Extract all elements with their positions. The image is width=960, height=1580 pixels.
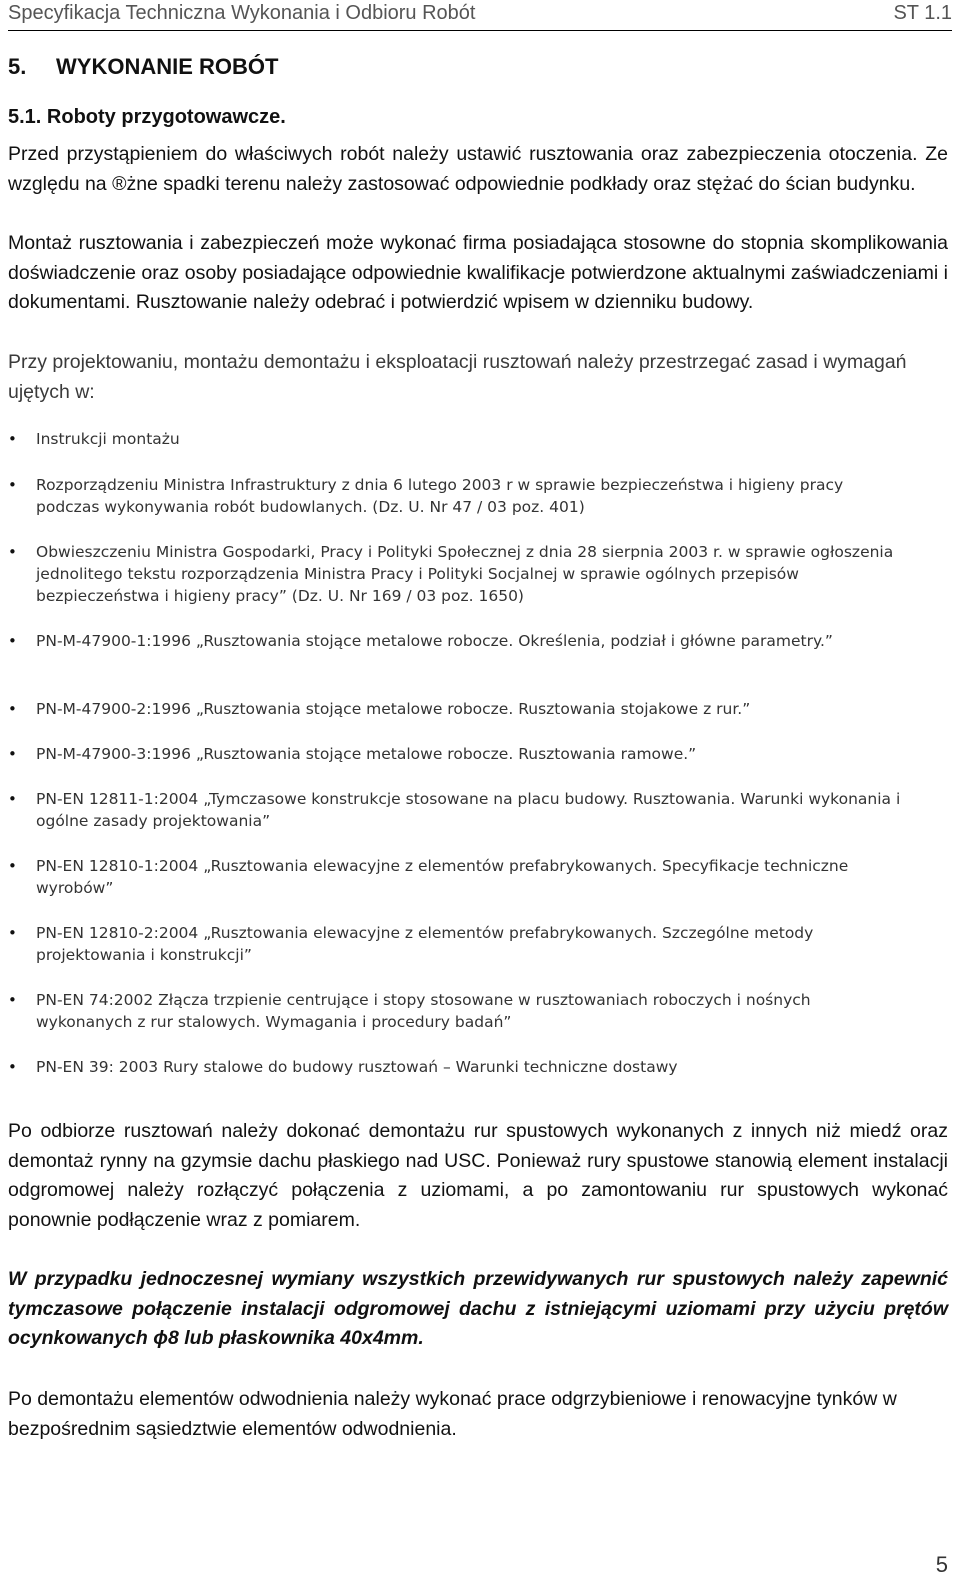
section-number: 5. xyxy=(8,54,27,79)
bullet: • xyxy=(8,632,17,650)
list-item xyxy=(8,989,908,1033)
list-item-text: Rozporządzeniu Ministra Infrastruktury z dnia 6 lutego 2003 r w sprawie bezpieczeństwa i higieny pracy podczas wykonywania robót budowlanych. (Dz. U. Nr 47 / 03 poz. 401) xyxy=(36,476,844,516)
list-item xyxy=(8,855,908,899)
list-item-text: Obwieszczeniu Ministra Gospodarki, Pracy i Polityki Społecznej z dnia 28 sierpnia 2003 r. w sprawie ogłoszenia jednolitego tekstu rozporządzenia Ministra Pracy i Polityki Socjalnej w sprawie ogólnych przepisów bezpieczeństwa i higieny pracy” (Dz. U. Nr 169 / 03 poz. 1650) xyxy=(36,543,894,605)
list-item-text: PN-M-47900-2:1996 „Rusztowania stojące metalowe robocze. Rusztowania stojakowe z rur.” xyxy=(36,700,751,718)
list-item xyxy=(8,743,908,765)
bullet: • xyxy=(8,790,17,808)
list-item xyxy=(8,698,908,720)
spec-code: ST 1.1 xyxy=(893,2,952,24)
paragraph-renovation: Po demontażu elementów odwodnienia należy wykonać prace odgrzybieniowe i renowacyjne tynków w bezpośrednim sąsiedztwie elementów odwodnienia. xyxy=(8,1388,897,1440)
section-title: WYKONANIE ROBÓT xyxy=(56,54,279,79)
bullet: • xyxy=(8,430,17,448)
paragraph-lightning-protection: W przypadku jednoczesnej wymiany wszystkich przewidywanych rur spustowych należy zapewnić tymczasowe połączenie instalacji odgromowej dachu z istniejącymi uziomami przy użyciu prętów ocynkowanych ϕ8 lub płaskownika 40x4mm. xyxy=(8,1268,948,1349)
bullet: • xyxy=(8,1058,17,1076)
list-item xyxy=(8,541,908,607)
list-item xyxy=(8,474,908,518)
list-item-text: PN-M-47900-3:1996 „Rusztowania stojące metalowe robocze. Rusztowania ramowe.” xyxy=(36,745,697,763)
document-title: Specyfikacja Techniczna Wykonania i Odbioru Robót xyxy=(8,2,476,24)
bullet: • xyxy=(8,700,17,718)
list-item xyxy=(8,630,908,652)
bullet: • xyxy=(8,857,17,875)
page-header xyxy=(8,0,952,31)
list-item-text: Instrukcji montażu xyxy=(36,430,180,448)
bullet: • xyxy=(8,924,17,942)
section-heading xyxy=(8,54,278,80)
subsection-heading: 5.1. Roboty przygotowawcze. xyxy=(8,106,286,128)
page-number: 5 xyxy=(935,1552,948,1577)
bullet: • xyxy=(8,745,17,763)
paragraph-regulations-intro: Przy projektowaniu, montażu demontażu i eksploatacji rusztowań należy przestrzegać zasad i wymagań ujętych w: xyxy=(8,351,907,403)
list-item xyxy=(8,788,908,832)
bullet: • xyxy=(8,543,17,561)
list-item-text: PN-EN 12810-2:2004 „Rusztowania elewacyjne z elementów prefabrykowanych. Szczególne metody projektowania i konstrukcji” xyxy=(36,924,814,964)
list-item xyxy=(8,1056,908,1078)
list-item xyxy=(8,922,908,966)
list-item-text: PN-EN 12811-1:2004 „Tymczasowe konstrukcje stosowane na placu budowy. Rusztowania. Warunki wykonania i ogólne zasady projektowania” xyxy=(36,790,901,830)
list-item-text: PN-EN 39: 2003 Rury stalowe do budowy rusztowań – Warunki techniczne dostawy xyxy=(36,1058,678,1076)
bullet: • xyxy=(8,991,17,1009)
list-item-text: PN-M-47900-1:1996 „Rusztowania stojące metalowe robocze. Określenia, podział i główne parametry.” xyxy=(36,632,833,650)
list-item xyxy=(8,428,908,450)
paragraph-preparation: Przed przystąpieniem do właściwych robót należy ustawić rusztowania oraz zabezpieczenia otoczenia. Ze względu na ®żne spadki terenu należy zastosować odpowiednie podkłady oraz stężać do ścian budynku. xyxy=(8,143,948,195)
list-item-text: PN-EN 74:2002 Złącza trzpienie centrujące i stopy stosowane w rusztowaniach roboczych i nośnych wykonanych z rur stalowych. Wymagania i procedury badań” xyxy=(36,991,811,1031)
bullet: • xyxy=(8,476,17,494)
paragraph-downpipes: Po odbiorze rusztowań należy dokonać demontażu rur spustowych wykonanych z innych niż miedź oraz demontaż rynny na gzymsie dachu płaskiego nad USC. Ponieważ rury spustowe stanowią element instalacji odgromowej należy rozłączyć połączenia z uziomami, a po zamontowaniu rur spustowych wykonać ponownie podłączenie wraz z pomiarem. xyxy=(8,1120,948,1231)
paragraph-assembly: Montaż rusztowania i zabezpieczeń może wykonać firma posiadająca stosowne do stopnia skomplikowania doświadczenie oraz osoby posiadające odpowiednie kwalifikacje potwierdzone aktualnymi zaświadczeniami i dokumentami. Rusztowanie należy odebrać i potwierdzić wpisem w dzienniku budowy. xyxy=(8,232,948,313)
list-item-text: PN-EN 12810-1:2004 „Rusztowania elewacyjne z elementów prefabrykowanych. Specyfikacje techniczne wyrobów” xyxy=(36,857,849,897)
